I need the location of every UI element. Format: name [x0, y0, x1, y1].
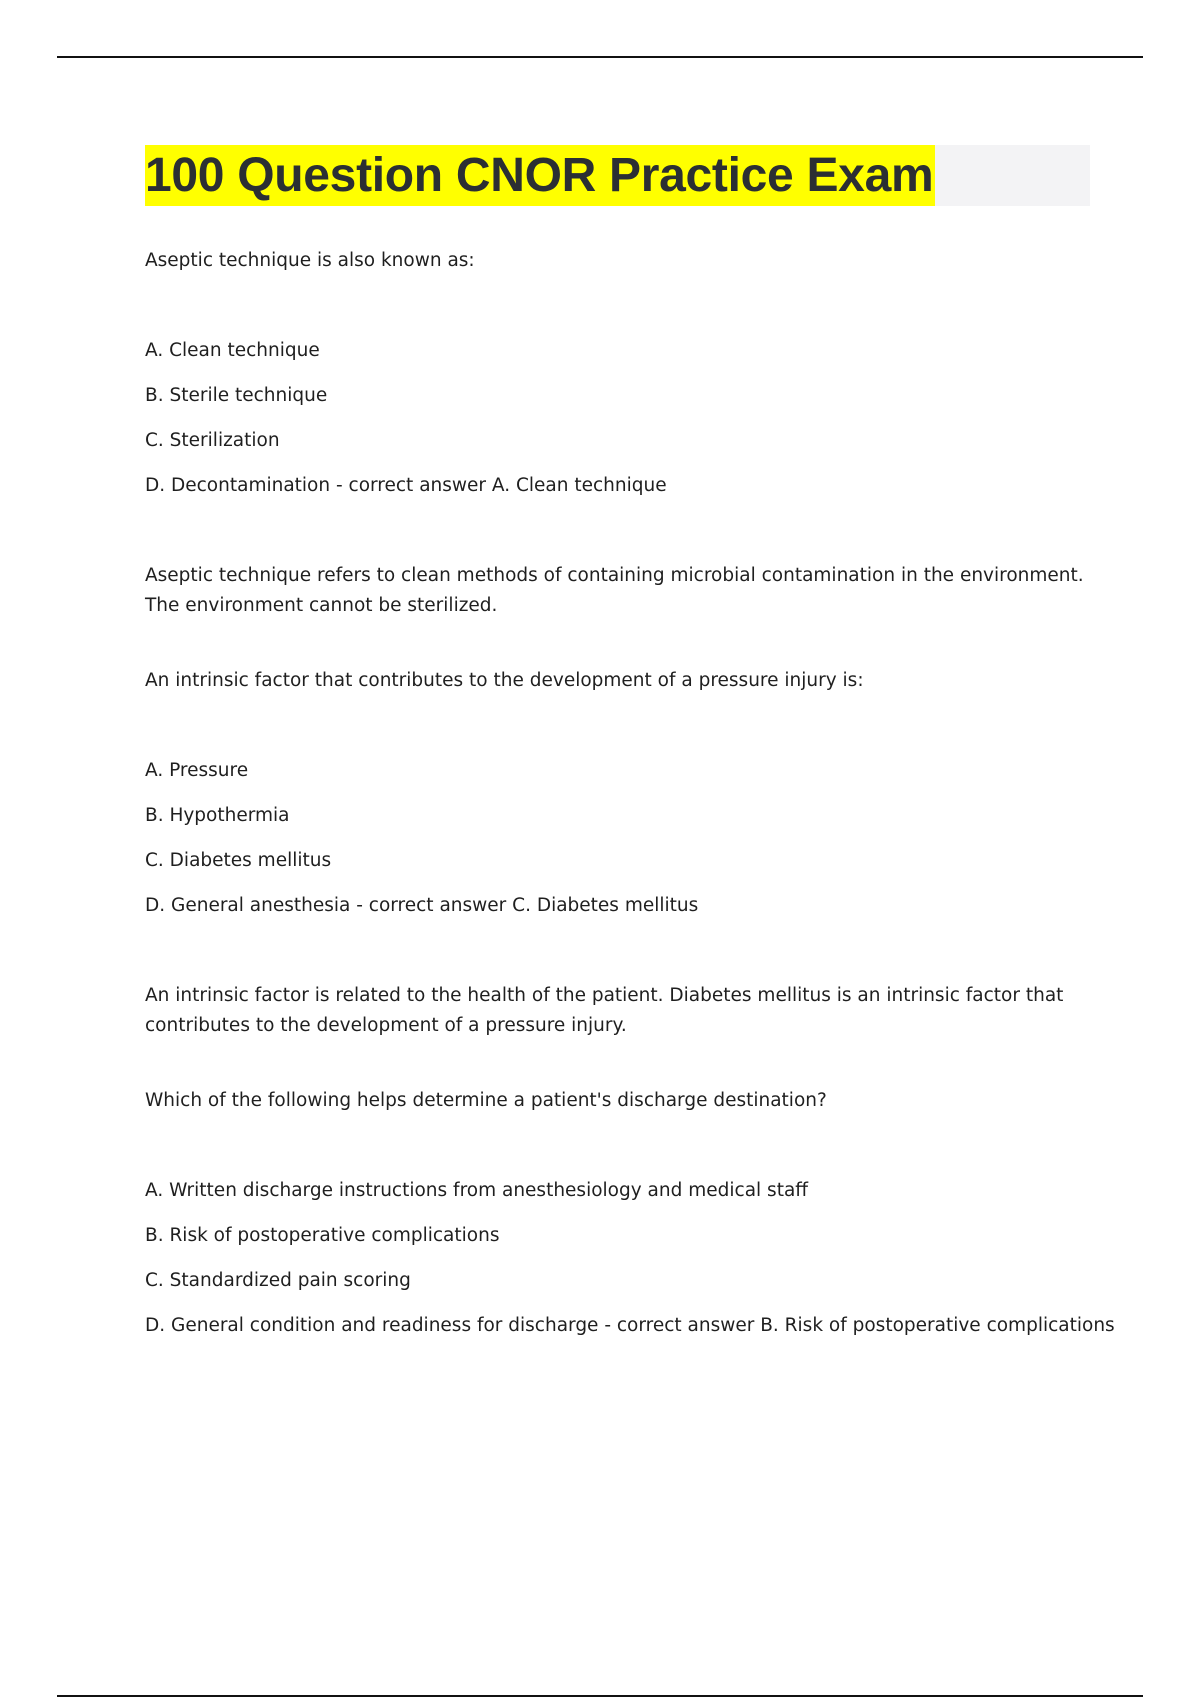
question-block: [145, 246, 1090, 621]
question-block: [145, 1086, 1115, 1341]
document-title: 100 Question CNOR Practice Exam: [145, 145, 935, 206]
option-a: A. Pressure: [145, 760, 249, 781]
option-d-with-answer: D. General anesthesia - correct answer C. Diabetes mellitus: [145, 895, 699, 916]
question-block: [145, 666, 1090, 1041]
option-b: B. Sterile technique: [145, 385, 328, 406]
option-d-with-answer: D. General condition and readiness for discharge - correct answer B. Risk of postoperative complications: [145, 1315, 1115, 1336]
explanation-text: Aseptic technique refers to clean methods of containing microbial contamination in the environment. The environment cannot be sterilized.: [145, 565, 1084, 616]
option-b: B. Hypothermia: [145, 805, 290, 826]
page-content: [145, 145, 1115, 1341]
option-c: C. Sterilization: [145, 430, 280, 451]
top-rule: [57, 56, 1143, 58]
option-c: C. Diabetes mellitus: [145, 850, 332, 871]
explanation-text: An intrinsic factor is related to the health of the patient. Diabetes mellitus is an intrinsic factor that contributes to the development of a pressure injury.: [145, 985, 1064, 1036]
title-band: [145, 145, 1090, 206]
options-list: [145, 336, 1090, 501]
options-list: [145, 756, 1090, 921]
option-d-with-answer: D. Decontamination - correct answer A. Clean technique: [145, 475, 667, 496]
options-list: [145, 1176, 1115, 1341]
question-text: Aseptic technique is also known as:: [145, 250, 475, 271]
option-a: A. Written discharge instructions from anesthesiology and medical staff: [145, 1180, 809, 1201]
option-c: C. Standardized pain scoring: [145, 1270, 411, 1291]
question-text: Which of the following helps determine a patient's discharge destination?: [145, 1090, 827, 1111]
option-a: A. Clean technique: [145, 340, 320, 361]
option-b: B. Risk of postoperative complications: [145, 1225, 500, 1246]
question-text: An intrinsic factor that contributes to the development of a pressure injury is:: [145, 670, 864, 691]
bottom-rule: [57, 1695, 1143, 1697]
